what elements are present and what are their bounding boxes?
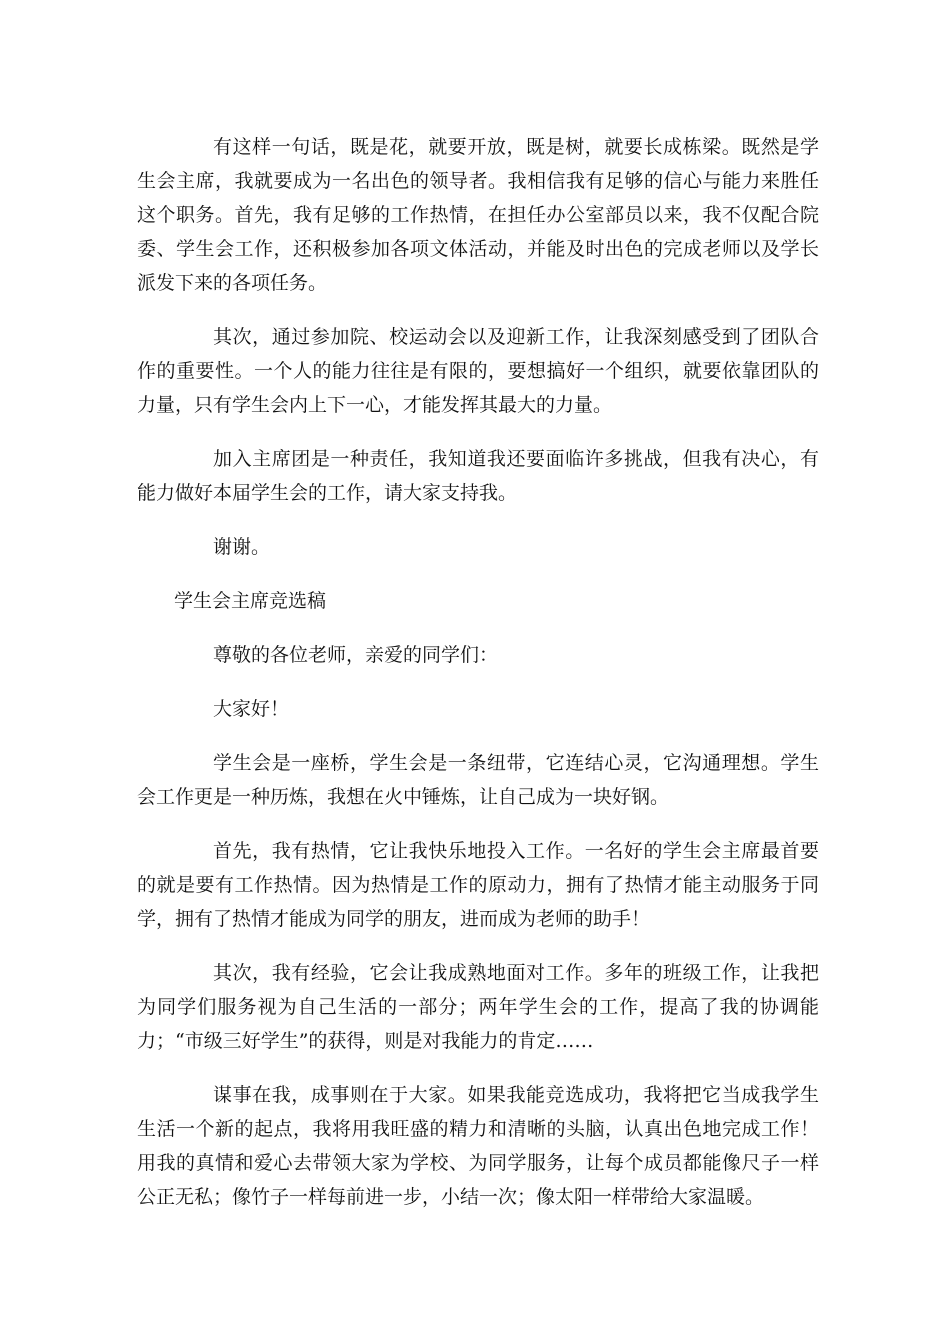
paragraph-thanks: 谢谢。 xyxy=(213,536,271,558)
paragraph-greeting: 大家好！ xyxy=(213,698,290,720)
paragraph-qualification: 有这样一句话，既是花，就要开放，既是树，就要长成栋梁。既然是学生会主席，我就要成为一名出色的领导者。我相信我有足够的信心与能力来胜任这个职务。首先，我有足够的工作热情，在担任办公室部员以来，我不仅配合院委、学生会工作，还积极参加各项文体活动，并能及时出色的完成老师以及学长派发下来的各项任务。 xyxy=(137,136,819,294)
section-title: 学生会主席竞选稿 xyxy=(174,590,327,612)
paragraph-commitment: 谋事在我，成事则在于大家。如果我能竞选成功，我将把它当成我学生生活一个新的起点，我将用我旺盛的精力和清晰的头脑，认真出色地完成工作！用我的真情和爱心去带领大家为学校、为同学服务，让每个成员都能像尺子一样公正无私；像竹子一样每前进一步，小结一次；像太阳一样带给大家温暖。 xyxy=(137,1084,819,1208)
document-body xyxy=(137,130,819,1234)
paragraph-teamwork: 其次，通过参加院、校运动会以及迎新工作，让我深刻感受到了团队合作的重要性。一个人的能力往往是有限的，要想搞好一个组织，就要依靠团队的力量，只有学生会内上下一心，才能发挥其最大的力量。 xyxy=(137,326,819,416)
paragraph-bridge: 学生会是一座桥，学生会是一条纽带，它连结心灵，它沟通理想。学生会工作更是一种历炼，我想在火中锤炼，让自己成为一块好钢。 xyxy=(137,752,819,808)
paragraph-enthusiasm: 首先，我有热情，它让我快乐地投入工作。一名好的学生会主席最首要的就是要有工作热情。因为热情是工作的原动力，拥有了热情才能主动服务于同学，拥有了热情才能成为同学的朋友，进而成为老师的助手！ xyxy=(137,840,819,930)
paragraph-responsibility: 加入主席团是一种责任，我知道我还要面临许多挑战，但我有决心，有能力做好本届学生会的工作，请大家支持我。 xyxy=(137,448,819,504)
paragraph-salutation: 尊敬的各位老师，亲爱的同学们： xyxy=(213,644,499,666)
paragraph-experience: 其次，我有经验，它会让我成熟地面对工作。多年的班级工作，让我把为同学们服务视为自己生活的一部分；两年学生会的工作，提高了我的协调能力；“市级三好学生”的获得，则是对我能力的肯定…… xyxy=(137,962,819,1052)
